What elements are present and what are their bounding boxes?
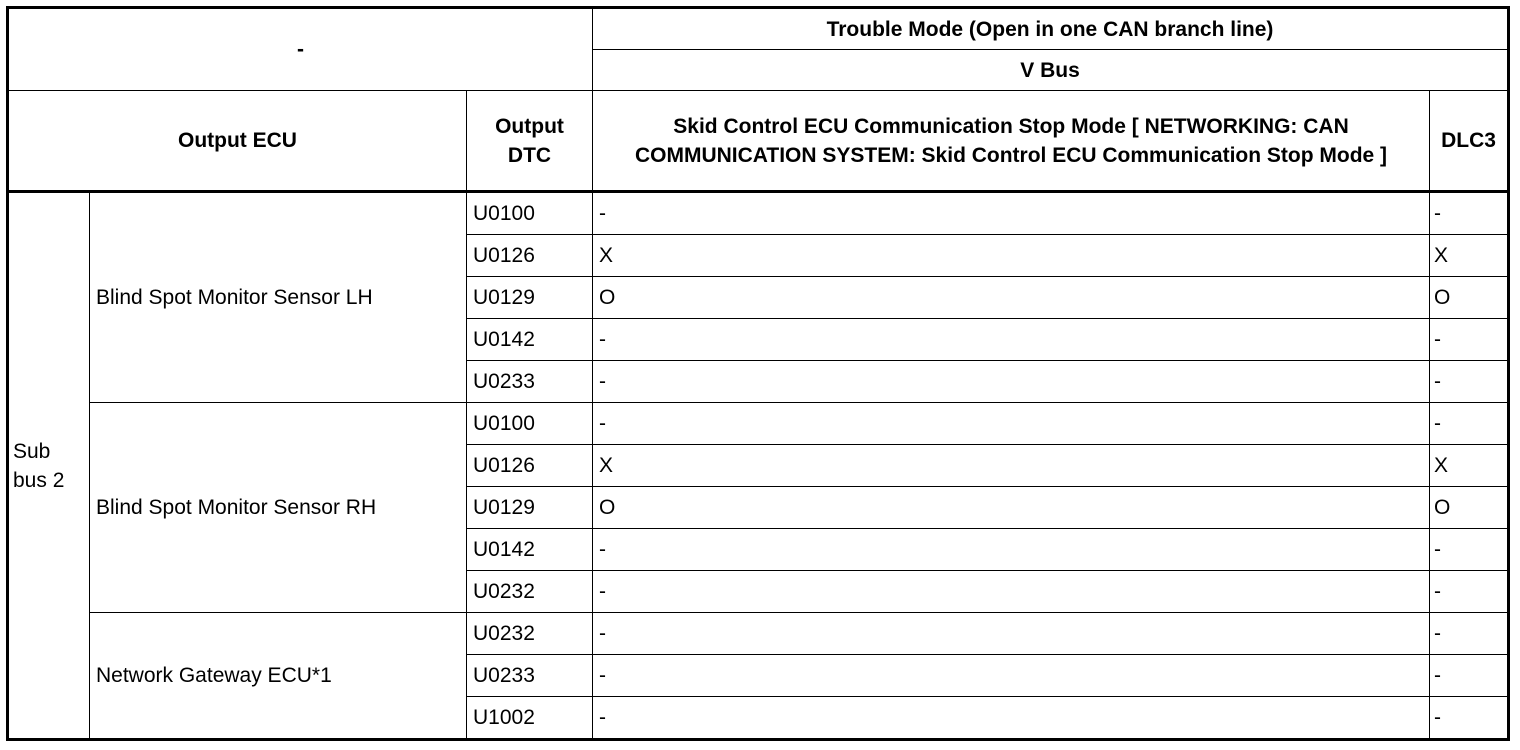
trouble-mode-header: Trouble Mode (Open in one CAN branch line) bbox=[593, 8, 1509, 50]
bus-header: V Bus bbox=[593, 50, 1509, 91]
dlc3-result-cell: O bbox=[1430, 277, 1509, 319]
output-dtc-cell: U0232 bbox=[467, 571, 593, 613]
output-dtc-cell: U0232 bbox=[467, 613, 593, 655]
output-ecu-cell: Blind Spot Monitor Sensor RH bbox=[90, 403, 467, 613]
dtc-table-body bbox=[8, 192, 1509, 740]
output-ecu-cell: Blind Spot Monitor Sensor LH bbox=[90, 192, 467, 403]
output-dtc-cell: U0233 bbox=[467, 361, 593, 403]
dlc3-result-cell: X bbox=[1430, 235, 1509, 277]
mode-result-cell: - bbox=[593, 361, 1430, 403]
mode-result-cell: - bbox=[593, 403, 1430, 445]
dlc3-result-cell: - bbox=[1430, 361, 1509, 403]
output-dtc-cell: U0126 bbox=[467, 445, 593, 487]
dlc3-result-cell: - bbox=[1430, 655, 1509, 697]
top-left-header: - bbox=[8, 8, 593, 91]
table-row bbox=[8, 192, 1509, 235]
dlc3-header: DLC3 bbox=[1430, 91, 1509, 192]
mode-result-cell: - bbox=[593, 529, 1430, 571]
output-dtc-header: Output DTC bbox=[467, 91, 593, 192]
mode-header: Skid Control ECU Communication Stop Mode [ NETWORKING: CAN COMMUNICATION SYSTEM: Skid Control ECU Communication Stop Mode ] bbox=[593, 91, 1430, 192]
output-dtc-cell: U0129 bbox=[467, 487, 593, 529]
output-dtc-cell: U1002 bbox=[467, 697, 593, 740]
dlc3-result-cell: - bbox=[1430, 571, 1509, 613]
header-row-trouble-mode bbox=[8, 8, 1509, 50]
mode-result-cell: O bbox=[593, 277, 1430, 319]
dlc3-result-cell: X bbox=[1430, 445, 1509, 487]
dlc3-result-cell: - bbox=[1430, 529, 1509, 571]
output-ecu-cell: Network Gateway ECU*1 bbox=[90, 613, 467, 740]
mode-result-cell: - bbox=[593, 655, 1430, 697]
output-dtc-cell: U0233 bbox=[467, 655, 593, 697]
table-row bbox=[8, 613, 1509, 655]
bus-group-cell: Sub bus 2 bbox=[8, 192, 90, 740]
dlc3-result-cell: - bbox=[1430, 613, 1509, 655]
dlc3-result-cell: O bbox=[1430, 487, 1509, 529]
dlc3-result-cell: - bbox=[1430, 319, 1509, 361]
header-row-columns bbox=[8, 91, 1509, 192]
output-dtc-cell: U0142 bbox=[467, 529, 593, 571]
dtc-table bbox=[6, 6, 1510, 741]
table-row bbox=[8, 403, 1509, 445]
dlc3-result-cell: - bbox=[1430, 192, 1509, 235]
mode-result-cell: - bbox=[593, 319, 1430, 361]
mode-result-cell: - bbox=[593, 697, 1430, 740]
output-dtc-cell: U0142 bbox=[467, 319, 593, 361]
mode-result-cell: - bbox=[593, 192, 1430, 235]
dlc3-result-cell: - bbox=[1430, 403, 1509, 445]
mode-result-cell: O bbox=[593, 487, 1430, 529]
mode-result-cell: X bbox=[593, 235, 1430, 277]
mode-result-cell: X bbox=[593, 445, 1430, 487]
output-ecu-header: Output ECU bbox=[8, 91, 467, 192]
output-dtc-cell: U0100 bbox=[467, 192, 593, 235]
dtc-table-container bbox=[6, 6, 1510, 741]
output-dtc-cell: U0129 bbox=[467, 277, 593, 319]
output-dtc-cell: U0100 bbox=[467, 403, 593, 445]
dlc3-result-cell: - bbox=[1430, 697, 1509, 740]
mode-result-cell: - bbox=[593, 571, 1430, 613]
output-dtc-cell: U0126 bbox=[467, 235, 593, 277]
mode-result-cell: - bbox=[593, 613, 1430, 655]
